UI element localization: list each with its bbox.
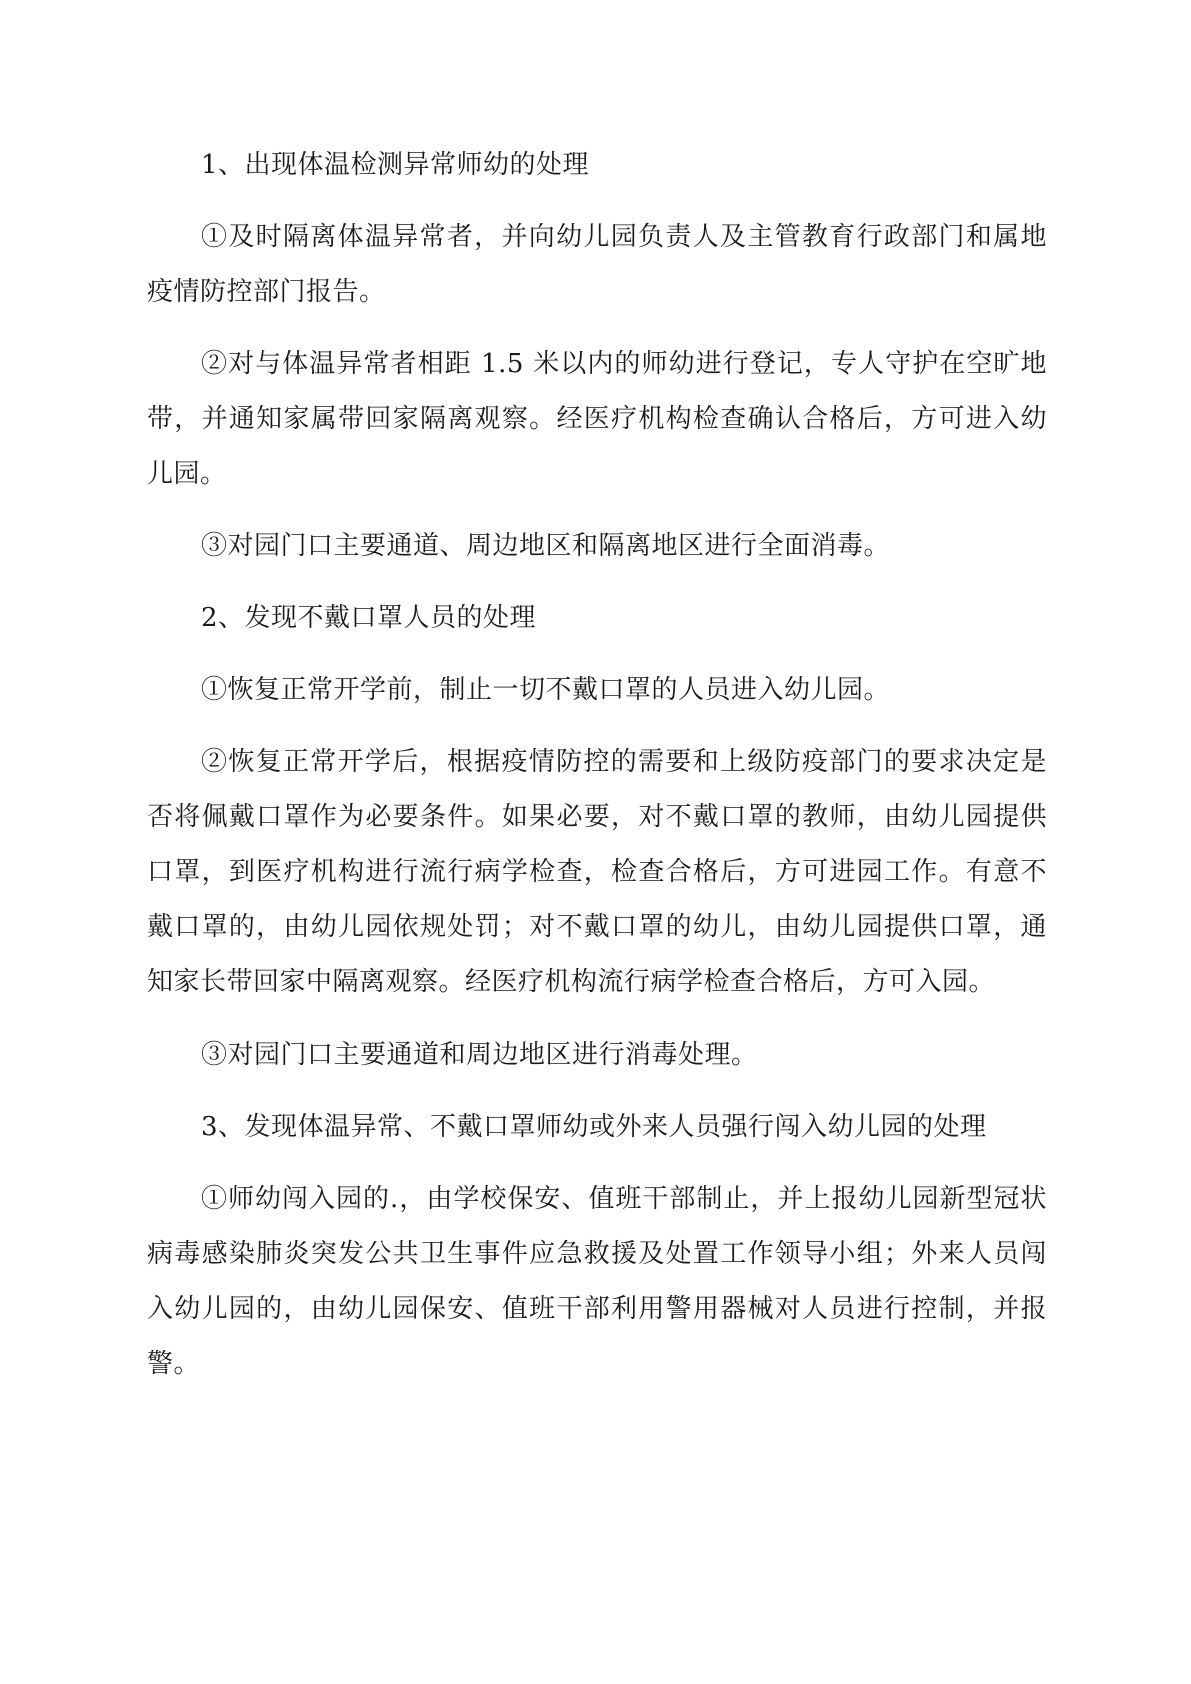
paragraph-full-disinfection: ③对园门口主要通道、周边地区和隔离地区进行全面消毒。 <box>201 531 891 561</box>
paragraph-before-reopening: ①恢复正常开学前，制止一切不戴口罩的人员进入幼儿园。 <box>201 675 891 705</box>
heading-forced-entry: 3、发现体温异常、不戴口罩师幼或外来人员强行闯入幼儿园的处理 <box>201 1112 987 1142</box>
heading-no-mask: 2、发现不戴口罩人员的处理 <box>201 603 537 633</box>
paragraph-isolate-report: ①及时隔离体温异常者，并向幼儿园负责人及主管教育行政部门和属地疫情防控部门报告。 <box>147 222 1047 307</box>
heading-temperature-abnormal: 1、出现体温检测异常师幼的处理 <box>201 150 590 180</box>
document-body <box>147 138 1047 1392</box>
paragraph-after-reopening: ②恢复正常开学后，根据疫情防控的需要和上级防疫部门的要求决定是否将佩戴口罩作为必要条件。如果必要，对不戴口罩的教师，由幼儿园提供口罩，到医疗机构进行流行病学检查，检查合格后，方可进园工作。有意不戴口罩的，由幼儿园依规处罚；对不戴口罩的幼儿，由幼儿园提供口罩，通知家长带回家中隔离观察。经医疗机构流行病学检查合格后，方可入园。 <box>147 747 1047 997</box>
paragraph-entrance-disinfection: ③对园门口主要通道和周边地区进行消毒处理。 <box>201 1040 758 1070</box>
paragraph-forced-entry-handling: ①师幼闯入园的.，由学校保安、值班干部制止，并上报幼儿园新型冠状病毒感染肺炎突发公共卫生事件应急救援及处置工作领导小组；外来人员闯入幼儿园的，由幼儿园保安、值班干部利用警用器械对人员进行控制，并报警。 <box>147 1184 1047 1379</box>
paragraph-close-contact-registration: ②对与体温异常者相距 1.5 米以内的师幼进行登记，专人守护在空旷地带，并通知家属带回家隔离观察。经医疗机构检查确认合格后，方可进入幼儿园。 <box>147 349 1047 489</box>
